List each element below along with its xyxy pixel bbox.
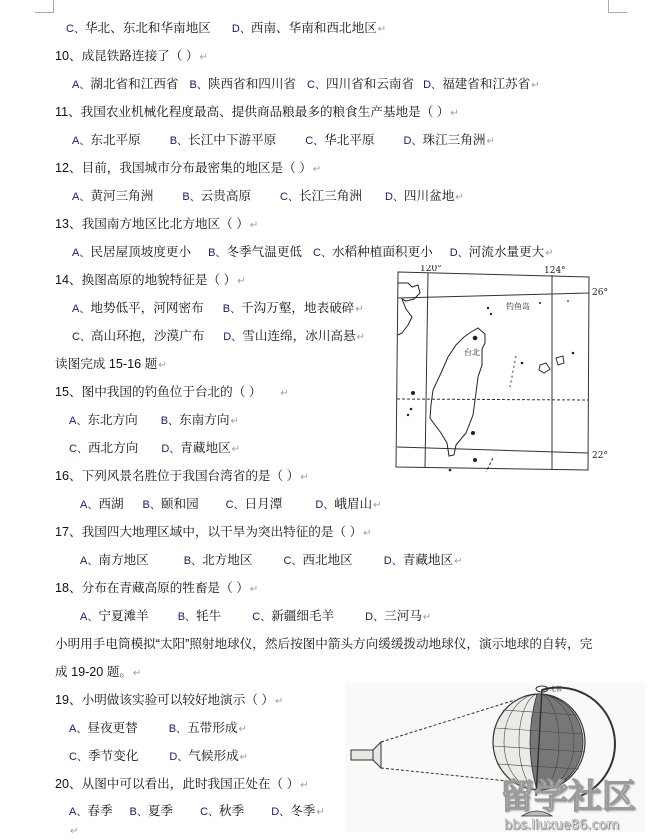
paragraph-mark: ↵: [455, 192, 464, 203]
option-label: C、: [307, 79, 326, 91]
option-label: A、: [72, 135, 91, 147]
intro-19-20-line-1: [55, 636, 592, 652]
paragraph-mark: ↵: [249, 220, 259, 231]
option-label: A、: [72, 247, 91, 259]
option-text: 长江三角洲: [298, 189, 362, 203]
option-text: 夏季: [147, 804, 174, 818]
option-text: 陕西省和四川省: [207, 77, 296, 91]
paragraph-mark: ↵: [454, 556, 463, 567]
option-label: A、: [69, 415, 88, 427]
paragraph-mark: ↵: [275, 696, 284, 707]
question-text: 14、换图高原的地貌特征是（ ）: [55, 273, 237, 287]
option-text: 峨眉山: [334, 497, 373, 511]
question-13-stem: [55, 216, 258, 234]
flashlight-handle-icon: [351, 750, 373, 760]
question-19-options-ab: [69, 720, 247, 738]
taipei-dot: [473, 336, 478, 341]
option-label: D、: [231, 23, 251, 35]
longitude-label-120: 120°: [420, 265, 442, 274]
option-label: B、: [208, 247, 227, 259]
instruction-text: 小明用手电筒模拟“太阳”照射地球仪，然后按图中箭头方向缓缓拨动地球仪，演示地球的自转，完: [55, 637, 593, 651]
option-label: D、: [365, 611, 385, 623]
option-text: 北方地区: [202, 553, 253, 567]
option-text: 湖北省和江西省: [90, 77, 179, 91]
question-20-options: [69, 803, 325, 821]
question-16-stem: [55, 468, 309, 486]
option-label: A、: [72, 303, 91, 315]
paragraph-mark: ↵: [300, 780, 309, 791]
dashed-boundary: [486, 458, 493, 472]
island-dot: [473, 458, 477, 462]
option-text: 冬季气温更低: [226, 245, 302, 259]
option-text: 西南、华南和西北地区: [250, 21, 377, 35]
paragraph-mark: ↵: [531, 80, 540, 91]
watermark-logo-text: 留学社区: [500, 777, 636, 817]
option-text: 西北地区: [302, 553, 353, 567]
paragraph-mark: ↵: [373, 500, 382, 511]
longitude-label-124: 124°: [544, 266, 566, 276]
latitude-label-26: 26°: [592, 288, 608, 298]
option-label: C、: [66, 23, 85, 35]
question-text: 11、我国农业机械化程度最高、提供商品粮最多的粮食生产基地是（ ）: [55, 105, 450, 119]
option-label: C、: [200, 806, 220, 818]
option-label: C、: [252, 611, 272, 623]
option-label: D、: [423, 79, 443, 91]
paragraph-mark: ↵: [363, 528, 372, 539]
paragraph-mark: ↵: [486, 136, 495, 147]
intro-19-20-line-2: [55, 664, 141, 682]
paragraph-mark: ↵: [158, 360, 167, 371]
option-text: 三河马: [384, 609, 422, 623]
question-10-options: [72, 76, 540, 94]
question-text: 20、从图中可以看出，此时我国正处在（ ）: [55, 777, 300, 791]
question-13-options: [72, 244, 554, 262]
paragraph-mark: ↵: [238, 724, 247, 735]
option-text: 福建省和江苏省: [442, 77, 531, 91]
meridian-120: [425, 273, 428, 468]
paragraph-mark: ↵: [355, 304, 364, 315]
option-text: 长江中下游平原: [188, 133, 277, 147]
option-text: 四川省和云南省: [325, 77, 415, 91]
page-corner-mark-right: [608, 0, 627, 13]
question-text: 10、成昆铁路连接了（ ）: [55, 49, 199, 63]
question-14-stem: [55, 272, 246, 290]
question-14-options-ab: [72, 300, 364, 318]
paragraph-mark: ↵: [230, 416, 239, 427]
empty-paragraph: [69, 822, 78, 840]
option-text: 西北方向: [87, 441, 139, 455]
option-label: B、: [168, 723, 188, 735]
question-12-options: [72, 188, 464, 206]
option-text: 黄河三角洲: [90, 189, 154, 203]
option-label: B、: [177, 611, 197, 623]
paragraph-mark: ↵: [316, 807, 325, 818]
question-text: 12、目前，我国城市分布最密集的地区是（ ）: [55, 161, 312, 175]
option-label: B、: [222, 303, 242, 315]
question-text: 17、我国四大地理区域中，以干旱为突出特征的是（ ）: [55, 525, 363, 539]
question-11-options: [72, 132, 495, 150]
island-dot: [521, 362, 524, 365]
option-label: B、: [169, 135, 189, 147]
question-text: 19、小明做该实验可以较好地演示（ ）: [55, 693, 275, 707]
option-label: C、: [72, 331, 91, 343]
question-18-options: [80, 608, 431, 626]
instruction-text: 读图完成 15-16 题: [55, 357, 158, 371]
option-text: 地势低平，河网密布: [90, 301, 204, 315]
option-label: A、: [69, 723, 88, 735]
option-label: D、: [271, 806, 291, 818]
option-label: B、: [142, 499, 161, 511]
question-text: 13、我国南方地区比北方地区（ ）: [55, 217, 249, 231]
question-15-options-cd: [69, 440, 240, 458]
option-label: D、: [223, 331, 243, 343]
paragraph-mark: ↵: [356, 332, 365, 343]
option-text: 气候形成: [188, 749, 239, 763]
island: [556, 356, 564, 365]
option-label: B、: [160, 415, 180, 427]
label-taipei: 台北: [464, 348, 480, 357]
paragraph-mark: ↵: [280, 388, 289, 399]
option-text: 昼夜更替: [87, 721, 138, 735]
option-text: 青藏地区: [402, 553, 454, 567]
option-text: 东北平原: [90, 133, 141, 147]
option-text: 春季: [87, 804, 113, 818]
option-label: B、: [183, 555, 203, 567]
question-15-stem: [55, 384, 289, 402]
option-text: 河流水量更大: [468, 245, 545, 259]
instruction-text: 成 19-20 题。: [55, 665, 132, 679]
north-pole-label: 北极: [550, 686, 563, 693]
option-label: B、: [182, 191, 201, 203]
option-text: 千沟万壑，地表破碎: [241, 301, 355, 315]
option-text: 牦牛: [196, 609, 222, 623]
option-label: C、: [69, 443, 88, 455]
option-label: C、: [280, 191, 299, 203]
latitude-label-22: 22°: [592, 451, 608, 461]
label-diaoyu-island: 钓鱼岛: [506, 302, 530, 311]
q9-options-cd: [66, 20, 386, 38]
question-text: 15、图中我国的钓鱼位于台北的（ ）: [55, 385, 262, 399]
option-label: A、: [80, 611, 99, 623]
paragraph-mark: ↵: [312, 164, 322, 175]
dashed-boundary: [510, 356, 516, 387]
option-label: C、: [225, 499, 245, 511]
option-text: 水稻种植面积更小: [331, 245, 433, 259]
option-text: 新疆细毛羊: [271, 609, 335, 623]
question-19-stem: [55, 692, 283, 710]
option-text: 冬季: [290, 804, 316, 818]
question-text: 18、分布在青藏高原的牲畜是（ ）: [55, 581, 249, 595]
penghu-island: [410, 408, 413, 411]
option-label: B、: [129, 806, 148, 818]
option-text: 宁夏滩羊: [98, 609, 149, 623]
penghu-island: [411, 391, 415, 395]
option-text: 五带形成: [187, 721, 238, 735]
option-text: 日月潭: [244, 497, 283, 511]
option-label: C、: [313, 247, 332, 259]
parallel-26: [398, 293, 589, 298]
penghu-island: [407, 414, 409, 416]
paragraph-mark: ↵: [545, 248, 554, 259]
island: [539, 363, 550, 373]
option-label: D、: [161, 443, 181, 455]
option-text: 民居屋顶坡度更小: [90, 245, 192, 259]
option-label: A、: [80, 555, 99, 567]
question-12-stem: [55, 160, 321, 178]
option-text: 南方地区: [98, 553, 149, 567]
option-text: 东北方向: [87, 413, 138, 427]
island-dot: [490, 313, 492, 315]
paragraph-mark: ↵: [70, 826, 79, 837]
mainland-coastline: [398, 283, 420, 335]
option-label: D、: [384, 191, 404, 203]
option-text: 云贵高原: [200, 189, 252, 203]
option-text: 珠江三角洲: [422, 133, 486, 147]
option-label: C、: [305, 135, 325, 147]
question-16-options: [80, 496, 382, 514]
taiwan-map-figure: [392, 265, 630, 475]
paragraph-mark: ↵: [377, 24, 387, 35]
paragraph-mark: ↵: [199, 52, 208, 63]
question-15-options-ab: [69, 412, 239, 430]
option-text: 高山环抱，沙漠广布: [90, 329, 205, 343]
question-11-stem: [55, 104, 459, 122]
option-label: D、: [315, 499, 335, 511]
paragraph-mark: ↵: [133, 668, 142, 679]
island-dot: [487, 307, 489, 309]
option-text: 东南方向: [179, 413, 230, 427]
island-dot: [449, 469, 452, 472]
option-label: A、: [72, 79, 91, 91]
option-text: 颐和园: [160, 497, 199, 511]
question-10-stem: [55, 48, 208, 66]
paragraph-mark: ↵: [422, 612, 432, 623]
option-label: D、: [169, 751, 189, 763]
page-corner-mark-left: [35, 0, 54, 13]
option-label: D、: [403, 135, 423, 147]
paragraph-mark: ↵: [231, 444, 241, 455]
diaoyu-dot: [539, 302, 541, 304]
intro-15-16: [55, 356, 167, 374]
option-text: 华北、东北和华南地区: [84, 21, 211, 35]
option-text: 西湖: [98, 497, 124, 511]
option-label: A、: [72, 191, 91, 203]
paragraph-mark: ↵: [237, 276, 246, 287]
paragraph-mark: ↵: [239, 752, 249, 763]
watermark: [498, 777, 653, 834]
question-18-stem: [55, 580, 258, 598]
option-label: C、: [69, 751, 88, 763]
option-text: 雪山连绵，冰川高悬: [242, 329, 356, 343]
option-label: D、: [383, 555, 403, 567]
option-label: A、: [69, 806, 88, 818]
island-dot: [572, 352, 575, 355]
paragraph-mark: ↵: [300, 472, 309, 483]
option-label: D、: [449, 247, 469, 259]
island-dot: [567, 300, 569, 302]
question-17-options: [80, 552, 462, 570]
option-text: 季节变化: [87, 749, 139, 763]
paragraph-mark: ↵: [249, 584, 259, 595]
question-14-options-cd: [72, 328, 365, 346]
option-label: B、: [189, 79, 208, 91]
question-17-stem: [55, 524, 372, 542]
option-text: 华北平原: [324, 133, 375, 147]
option-text: 秋季: [219, 804, 245, 818]
option-text: 青藏地区: [180, 441, 231, 455]
option-label: C、: [283, 555, 303, 567]
island-dot: [471, 431, 475, 435]
option-text: 四川盆地: [403, 189, 455, 203]
question-20-stem: [55, 776, 309, 794]
question-text: 16、下列风景名胜位于我国台湾省的是（ ）: [55, 469, 300, 483]
watermark-url: bbs.liuxue86.com: [504, 818, 620, 833]
question-19-options-cd: [69, 748, 248, 766]
paragraph-mark: ↵: [450, 108, 459, 119]
option-label: A、: [80, 499, 99, 511]
